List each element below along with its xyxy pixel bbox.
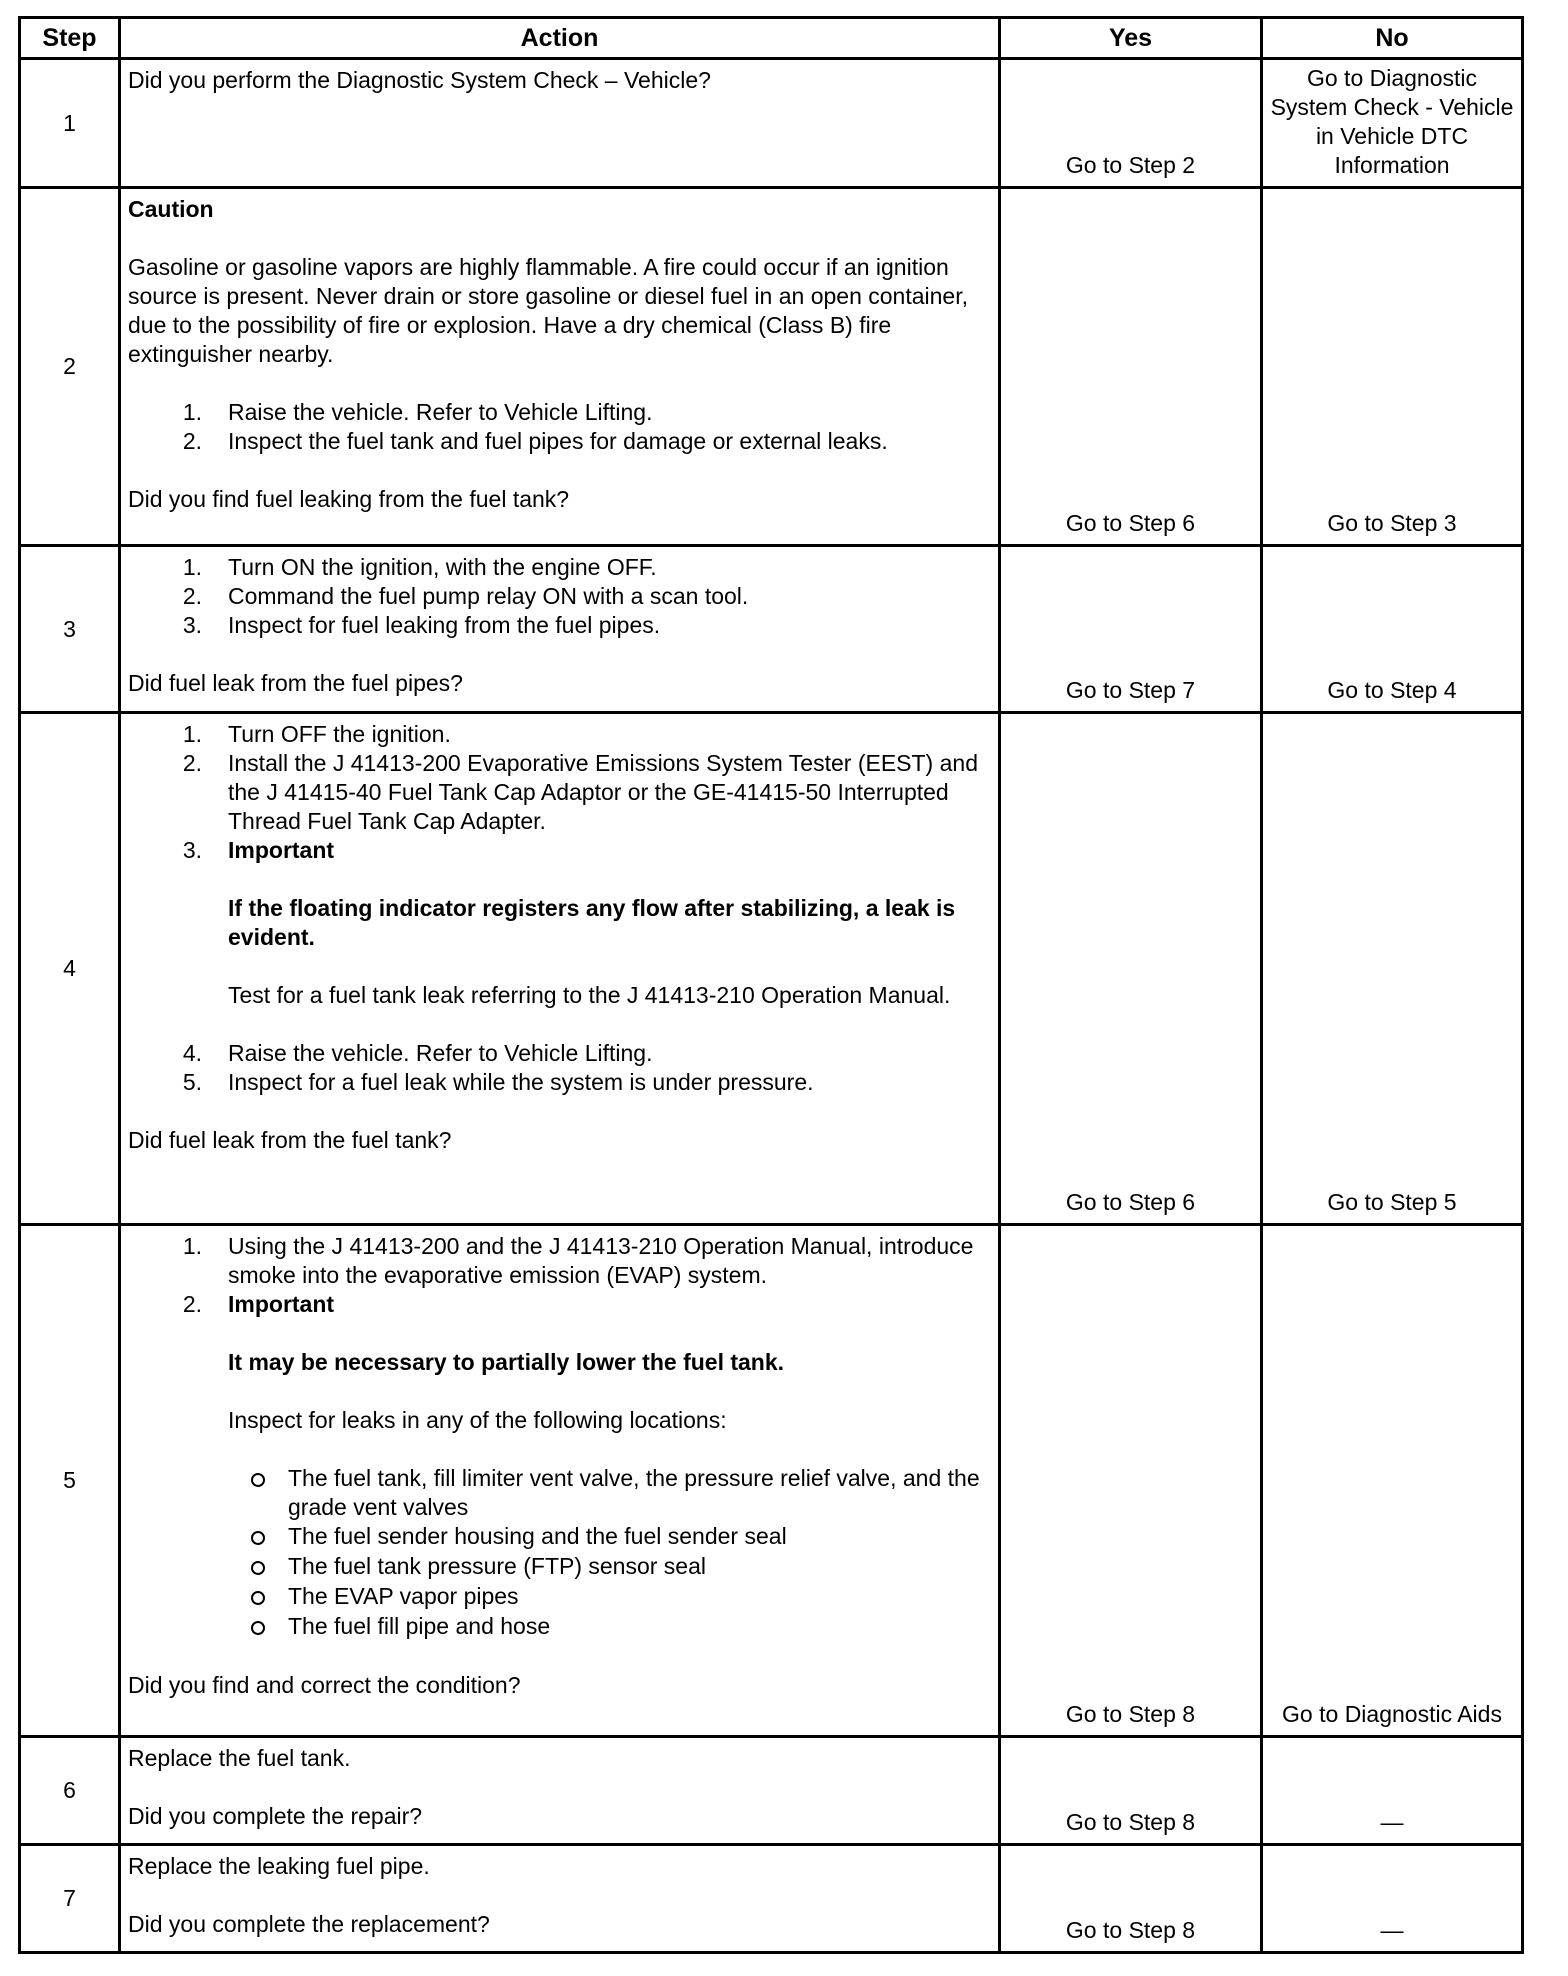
list-text: Install the J 41413-200 Evaporative Emissions System Tester (EEST) and the J 41415-40 Fuel Tank Cap Adaptor or the GE-41415-50 Interrupted Thread Fuel Tank Cap Adapter. [228, 750, 978, 834]
list-body [228, 1290, 990, 1642]
list-number: 1. [182, 721, 202, 747]
list-item [128, 1068, 990, 1097]
list-number: 4. [182, 1040, 202, 1066]
action-cell [120, 713, 1000, 1225]
header-yes: Yes [1000, 18, 1262, 59]
table-row [20, 713, 1523, 1225]
circle-bullet-icon [228, 1612, 288, 1642]
instruction-text: Replace the fuel tank. [128, 1745, 351, 1771]
list-number: 1. [182, 554, 202, 580]
list-text: Raise the vehicle. Refer to Vehicle Lifting. [228, 399, 653, 425]
no-cell: Go to Step 5 [1262, 713, 1523, 1225]
header-action: Action [120, 18, 1000, 59]
no-cell: Go to Diagnostic Aids [1262, 1225, 1523, 1737]
location-list [228, 1464, 990, 1642]
question-text: Did fuel leak from the fuel pipes? [128, 670, 463, 696]
important-label: Important [228, 1291, 335, 1317]
step-number: 7 [20, 1845, 120, 1953]
list-item [128, 1039, 990, 1068]
circle-bullet-icon [228, 1464, 288, 1522]
yes-cell: Go to Step 2 [1000, 59, 1262, 188]
caution-text: Gasoline or gasoline vapors are highly flammable. A fire could occur if an ignition source is present. Never drain or store gasoline or diesel fuel in an open container, due to the possibility of fire or explosion. Have a dry chemical (Class B) fire extinguisher nearby. [128, 254, 968, 367]
yes-cell: Go to Step 7 [1000, 546, 1262, 713]
bullet-item [228, 1522, 990, 1552]
bullet-text: The EVAP vapor pipes [288, 1583, 519, 1609]
yes-cell: Go to Step 8 [1000, 1225, 1262, 1737]
bullet-item [228, 1582, 990, 1612]
list-item [128, 749, 990, 836]
step-number: 6 [20, 1737, 120, 1845]
instruction-list [128, 553, 990, 640]
list-item [128, 427, 990, 456]
header-no: No [1262, 18, 1523, 59]
question-text: Did you complete the repair? [128, 1803, 423, 1829]
list-text: Turn ON the ignition, with the engine OFF. [228, 554, 657, 580]
list-text: Inspect for a fuel leak while the system is under pressure. [228, 1069, 814, 1095]
list-item [128, 836, 990, 1010]
step-number: 2 [20, 188, 120, 546]
question-text: Did fuel leak from the fuel tank? [128, 1127, 452, 1153]
bullet-text: The fuel tank, fill limiter vent valve, the pressure relief valve, and the grade vent valves [288, 1465, 980, 1520]
list-number: 1. [182, 399, 202, 425]
action-cell [120, 1737, 1000, 1845]
step-number: 3 [20, 546, 120, 713]
circle-bullet-icon [228, 1552, 288, 1582]
list-text: Turn OFF the ignition. [228, 721, 451, 747]
step-number: 1 [20, 59, 120, 188]
list-number: 3. [182, 837, 202, 863]
bullet-text: The fuel fill pipe and hose [288, 1613, 551, 1639]
list-number: 2. [182, 428, 202, 454]
bullet-text: The fuel tank pressure (FTP) sensor seal [288, 1553, 706, 1579]
list-number: 2. [182, 1291, 202, 1317]
action-cell [120, 59, 1000, 188]
table-row [20, 188, 1523, 546]
no-cell: Go to Step 3 [1262, 188, 1523, 546]
important-followup: Inspect for leaks in any of the following locations: [228, 1407, 727, 1433]
list-text: Inspect for fuel leaking from the fuel pipes. [228, 612, 661, 638]
list-number: 2. [182, 750, 202, 776]
important-followup: Test for a fuel tank leak referring to the J 41413-210 Operation Manual. [228, 982, 951, 1008]
list-body [228, 836, 990, 1010]
list-text: Command the fuel pump relay ON with a scan tool. [228, 583, 749, 609]
yes-cell: Go to Step 8 [1000, 1737, 1262, 1845]
no-cell: Go to Diagnostic System Check - Vehicle in Vehicle DTC Information [1262, 59, 1523, 188]
table-row [20, 546, 1523, 713]
instruction-text: Replace the leaking fuel pipe. [128, 1853, 430, 1879]
table-row [20, 1737, 1523, 1845]
circle-bullet-icon [228, 1582, 288, 1612]
list-number: 5. [182, 1069, 202, 1095]
table-row [20, 59, 1523, 188]
yes-cell: Go to Step 6 [1000, 713, 1262, 1225]
table-row [20, 1225, 1523, 1737]
list-item [128, 398, 990, 427]
instruction-list [128, 720, 990, 1097]
no-cell: — [1262, 1845, 1523, 1953]
list-item [128, 611, 990, 640]
diagnostic-table [18, 16, 1524, 1954]
question-text: Did you find and correct the condition? [128, 1672, 521, 1698]
step-number: 4 [20, 713, 120, 1225]
bullet-item [228, 1612, 990, 1642]
list-text: Raise the vehicle. Refer to Vehicle Lifting. [228, 1040, 653, 1066]
header-step: Step [20, 18, 120, 59]
no-cell: Go to Step 4 [1262, 546, 1523, 713]
list-item [128, 553, 990, 582]
bullet-item [228, 1552, 990, 1582]
question-text: Did you complete the replacement? [128, 1911, 490, 1937]
instruction-list [128, 398, 990, 456]
bullet-text: The fuel sender housing and the fuel sender seal [288, 1523, 787, 1549]
list-item [128, 582, 990, 611]
list-text: Using the J 41413-200 and the J 41413-210 Operation Manual, introduce smoke into the evaporative emission (EVAP) system. [228, 1233, 974, 1288]
table-row [20, 1845, 1523, 1953]
circle-bullet-icon [228, 1522, 288, 1552]
yes-cell: Go to Step 6 [1000, 188, 1262, 546]
list-number: 1. [182, 1233, 202, 1259]
action-cell [120, 1845, 1000, 1953]
step-number: 5 [20, 1225, 120, 1737]
list-number: 3. [182, 612, 202, 638]
list-text: Inspect the fuel tank and fuel pipes for damage or external leaks. [228, 428, 888, 454]
yes-cell: Go to Step 8 [1000, 1845, 1262, 1953]
action-cell [120, 546, 1000, 713]
no-cell: — [1262, 1737, 1523, 1845]
important-note: It may be necessary to partially lower the fuel tank. [228, 1349, 785, 1375]
list-item [128, 1290, 990, 1642]
caution-title: Caution [128, 196, 214, 222]
important-label: Important [228, 837, 335, 863]
action-cell [120, 188, 1000, 546]
action-cell [120, 1225, 1000, 1737]
important-note: If the floating indicator registers any flow after stabilizing, a leak is evident. [228, 895, 956, 950]
question-text: Did you perform the Diagnostic System Check – Vehicle? [128, 67, 711, 93]
list-item [128, 720, 990, 749]
instruction-list [128, 1232, 990, 1642]
question-text: Did you find fuel leaking from the fuel tank? [128, 486, 570, 512]
bullet-item [228, 1464, 990, 1522]
list-number: 2. [182, 583, 202, 609]
list-item [128, 1232, 990, 1290]
header-row [20, 18, 1523, 59]
